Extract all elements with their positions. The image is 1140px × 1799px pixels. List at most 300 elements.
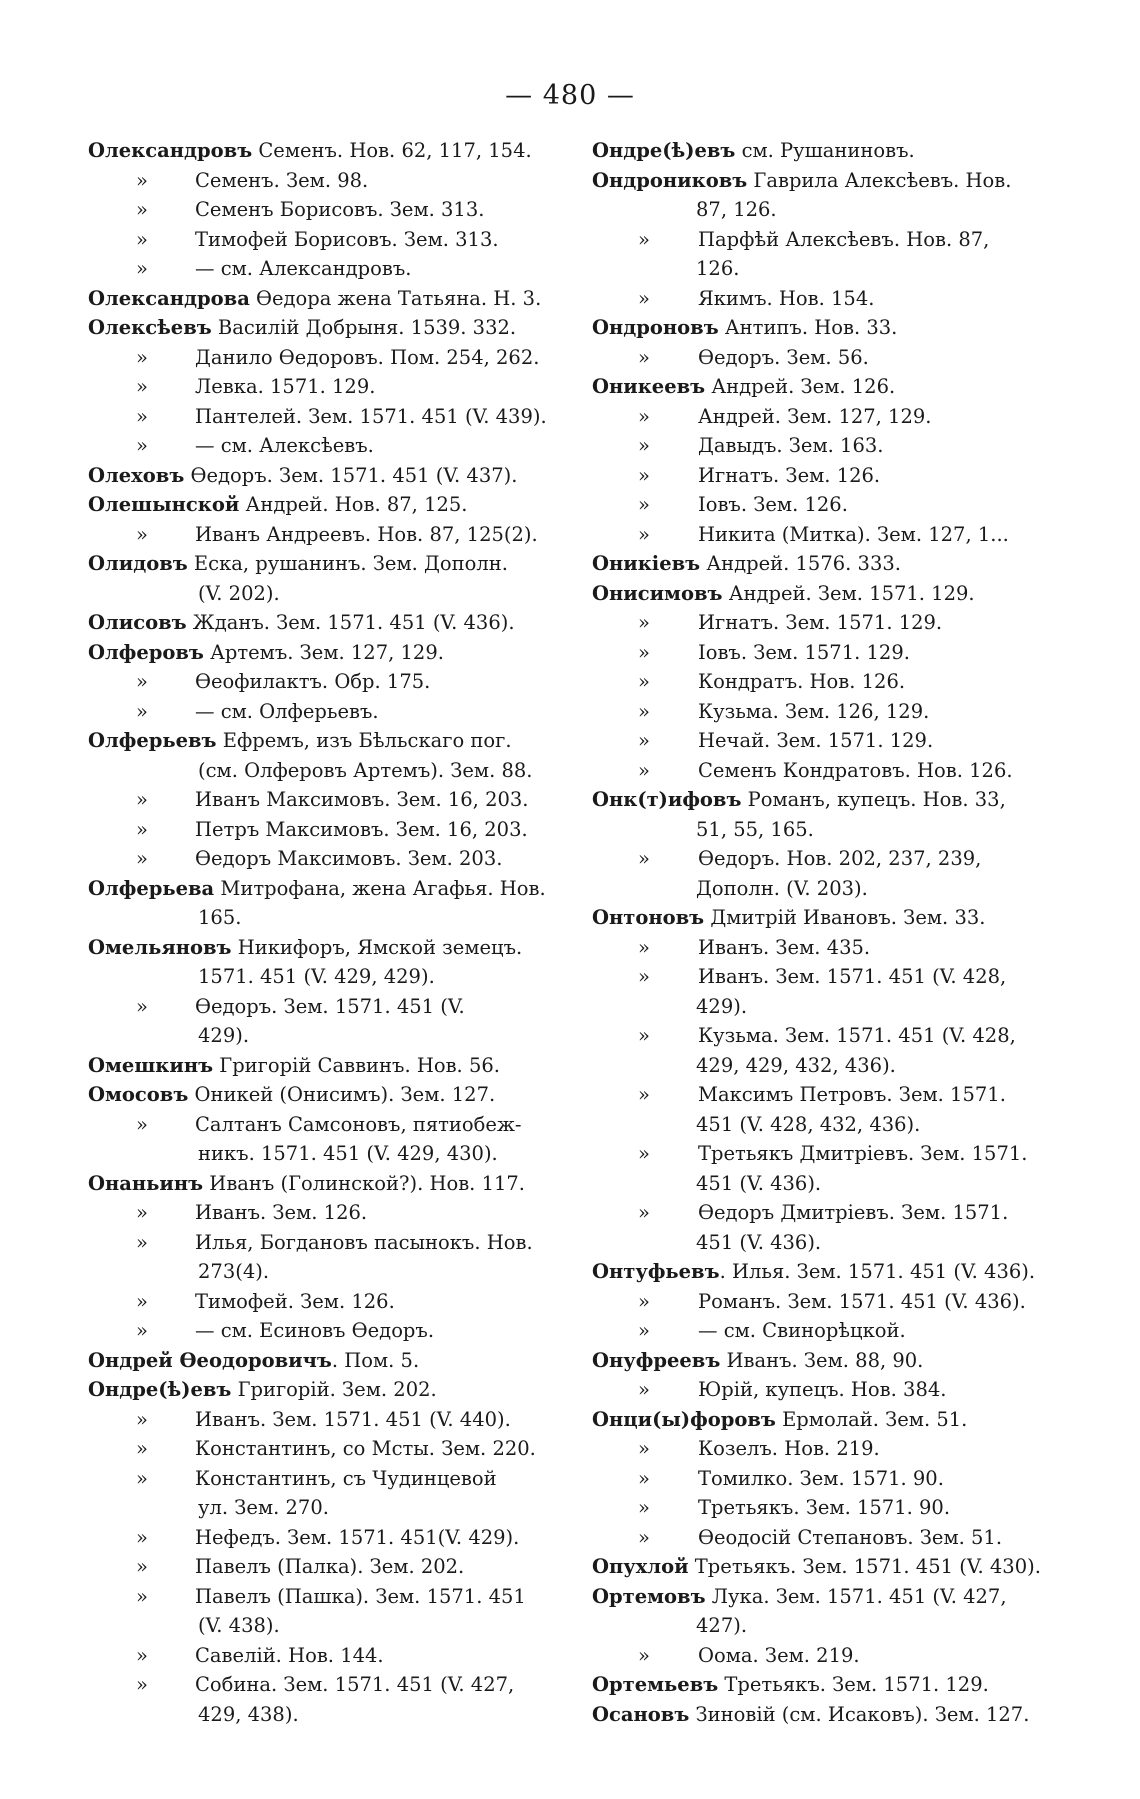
surname: Оникеевъ: [592, 375, 706, 398]
entry-text: Ермолай. Зем. 51.: [775, 1407, 968, 1431]
sub-entry: [88, 1670, 558, 1700]
entry-text: Иванъ. Зем. 126.: [195, 1201, 368, 1224]
ditto-mark: »: [136, 168, 148, 192]
entry-text: ул. Зем. 270.: [198, 1496, 329, 1519]
entry-continuation: [88, 1700, 558, 1730]
surname: Ондроновъ: [592, 316, 719, 339]
sub-entry: [88, 343, 558, 373]
entry-text: Третьякъ. Зем. 1571. 451 (V. 430).: [688, 1555, 1041, 1578]
ditto-mark: »: [136, 670, 148, 693]
entry-heading: [88, 638, 558, 668]
ditto-mark: »: [638, 965, 650, 988]
entry-text: 87, 126.: [696, 198, 777, 221]
ditto-mark: »: [638, 611, 650, 634]
entry-heading: [592, 903, 1062, 933]
ditto-mark: »: [638, 404, 650, 428]
entry-text: — см. Свинорѣцкой.: [698, 1319, 906, 1342]
entry-heading: [592, 579, 1062, 609]
ditto-mark: »: [136, 847, 148, 870]
sub-entry: [88, 1287, 558, 1317]
entry-heading: [88, 1051, 558, 1081]
entry-continuation: [592, 992, 1062, 1022]
ditto-mark: »: [638, 227, 650, 251]
ditto-mark: »: [136, 1525, 148, 1549]
entry-text: 429, 438).: [198, 1702, 299, 1726]
sub-entry: [88, 225, 558, 255]
sub-entry: [592, 520, 1062, 550]
entry-text: — см. Олферьевъ.: [195, 699, 379, 723]
sub-entry: [592, 933, 1062, 963]
sub-entry: [592, 1464, 1062, 1494]
entry-text: (см. Олферовъ Артемъ). Зем. 88.: [198, 758, 533, 782]
sub-entry: [592, 1198, 1062, 1228]
entry-continuation: [88, 962, 558, 992]
ditto-mark: »: [638, 522, 650, 546]
entry-text: Григорій. Зем. 202.: [231, 1378, 437, 1401]
entry-text: Данило Өедоровъ. Пом. 254, 262.: [195, 345, 540, 369]
surname: Опухлой: [592, 1555, 689, 1578]
entry-heading: [88, 1080, 558, 1110]
surname: Онисимовъ: [592, 581, 723, 605]
entry-text: Романъ, купецъ. Нов. 33,: [741, 788, 1006, 811]
entry-heading: [88, 874, 558, 904]
entry-text: Оома. Зем. 219.: [698, 1643, 860, 1667]
entry-continuation: [592, 1110, 1062, 1140]
entry-continuation: [88, 1021, 558, 1051]
left-column: [88, 136, 558, 1729]
entry-text: 451 (V. 436).: [696, 1171, 822, 1195]
entry-text: Илья, Богдановъ пасынокъ. Нов.: [195, 1230, 533, 1254]
entry-text: Өедора жена Татьяна. Н. 3.: [249, 286, 542, 310]
surname: Ондрей Өеодоровичъ: [88, 1348, 332, 1372]
entry-text: Нечай. Зем. 1571. 129.: [698, 729, 934, 752]
ditto-mark: »: [638, 286, 650, 310]
entry-heading: [592, 1405, 1062, 1435]
entry-text: Парфѣй Алексѣевъ. Нов. 87,: [698, 227, 990, 251]
entry-text: Өедоръ. Зем. 1571. 451 (V.: [195, 994, 465, 1018]
ditto-mark: »: [638, 1319, 650, 1342]
entry-text: Өедоръ. Нов. 202, 237, 239,: [698, 847, 982, 870]
entry-text: Еска, рушанинъ. Зем. Дополн.: [187, 552, 508, 575]
ditto-mark: »: [136, 1437, 148, 1460]
ditto-mark: »: [136, 375, 148, 398]
entry-text: Василій Добрыня. 1539. 332.: [211, 316, 517, 339]
entry-text: 429).: [198, 1024, 250, 1047]
ditto-mark: »: [136, 1673, 148, 1696]
entry-text: Собина. Зем. 1571. 451 (V. 427,: [195, 1673, 515, 1696]
entry-text: Никифоръ, Ямской земецъ.: [231, 935, 523, 959]
surname: Ондре(ѣ)евъ: [592, 139, 736, 162]
ditto-mark: »: [136, 699, 148, 723]
page-number: — 480 —: [505, 80, 635, 111]
entry-text: Иванъ. Зем. 1571. 451 (V. 440).: [195, 1407, 511, 1431]
entry-heading: [88, 726, 558, 756]
entry-text: Григорій Саввинъ. Нов. 56.: [213, 1053, 500, 1077]
entry-text: Семенъ. Зем. 98.: [195, 168, 369, 192]
entry-heading: [592, 1552, 1062, 1582]
surname: Онуфреевъ: [592, 1348, 721, 1372]
entry-heading: [88, 284, 558, 314]
sub-entry: [88, 815, 558, 845]
ditto-mark: »: [136, 257, 148, 280]
entry-heading: [88, 1169, 558, 1199]
entry-text: Козелъ. Нов. 219.: [698, 1437, 880, 1460]
entry-heading: [88, 549, 558, 579]
entry-text: — см. Александровъ.: [195, 257, 412, 280]
surname: Ортемовъ: [592, 1584, 706, 1608]
entry-text: Иванъ. Зем. 435.: [698, 935, 871, 959]
sub-entry: [592, 667, 1062, 697]
sub-entry: [88, 195, 558, 225]
entry-text: Кондратъ. Нов. 126.: [698, 670, 906, 693]
entry-text: Тимофей. Зем. 126.: [195, 1289, 395, 1313]
entry-continuation: [88, 579, 558, 609]
entry-text: Левка. 1571. 129.: [195, 375, 376, 398]
entry-text: Игнатъ. Зем. 126.: [698, 463, 881, 487]
entry-text: Константинъ, съ Чудинцевой: [195, 1466, 497, 1490]
entry-text: 273(4).: [198, 1260, 270, 1283]
entry-text: Салтанъ Самсоновъ, пятиобеж-: [195, 1112, 522, 1136]
surname: Ортемьевъ: [592, 1673, 719, 1696]
sub-entry: [592, 431, 1062, 461]
sub-entry: [88, 431, 558, 461]
entry-text: Оникей (Онисимъ). Зем. 127.: [188, 1083, 496, 1106]
ditto-mark: »: [638, 935, 650, 959]
entry-text: . Пом. 5.: [331, 1348, 420, 1372]
sub-entry: [88, 166, 558, 196]
entry-text: Өедоръ Максимовъ. Зем. 203.: [195, 847, 503, 870]
ditto-mark: »: [136, 1319, 148, 1342]
ditto-mark: »: [136, 1584, 148, 1608]
entry-text: Митрофана, жена Агафья. Нов.: [214, 876, 546, 900]
sub-entry: [592, 1523, 1062, 1553]
sub-entry: [88, 992, 558, 1022]
entry-heading: [592, 1346, 1062, 1376]
surname: Олисовъ: [88, 611, 187, 634]
sub-entry: [88, 844, 558, 874]
ditto-mark: »: [136, 1112, 148, 1136]
sub-entry: [592, 1316, 1062, 1346]
entry-heading: [592, 136, 1062, 166]
sub-entry: [88, 1552, 558, 1582]
entry-text: 427).: [696, 1614, 748, 1637]
surname: Оникіевъ: [592, 552, 701, 575]
ditto-mark: »: [638, 493, 650, 516]
sub-entry: [592, 284, 1062, 314]
ditto-mark: »: [136, 994, 148, 1018]
entry-continuation: [592, 1611, 1062, 1641]
ditto-mark: »: [136, 227, 148, 251]
entry-text: Жданъ. Зем. 1571. 451 (V. 436).: [186, 611, 515, 634]
ditto-mark: »: [136, 1201, 148, 1224]
entry-continuation: [88, 903, 558, 933]
entry-heading: [88, 1346, 558, 1376]
entry-continuation: [592, 254, 1062, 284]
ditto-mark: »: [136, 1643, 148, 1667]
sub-entry: [592, 1375, 1062, 1405]
entry-text: Андрей. Нов. 87, 125.: [239, 493, 468, 516]
entry-text: Давыдъ. Зем. 163.: [698, 434, 884, 457]
surname: Онци(ы)форовъ: [592, 1407, 776, 1431]
entry-heading: [592, 1582, 1062, 1612]
entry-text: Павелъ (Пашка). Зем. 1571. 451: [195, 1584, 526, 1608]
sub-entry: [592, 1641, 1062, 1671]
entry-text: Семенъ. Нов. 62, 117, 154.: [252, 139, 532, 162]
entry-heading: [88, 1375, 558, 1405]
entry-heading: [592, 166, 1062, 196]
surname: Олферовъ: [88, 640, 204, 664]
sub-entry: [592, 1493, 1062, 1523]
ditto-mark: »: [136, 434, 148, 457]
entry-text: Петръ Максимовъ. Зем. 16, 203.: [195, 817, 528, 841]
entry-heading: [592, 372, 1062, 402]
ditto-mark: »: [638, 1437, 650, 1460]
entry-continuation: [88, 1493, 558, 1523]
entry-text: Иванъ (Голинской?). Нов. 117.: [203, 1171, 526, 1195]
ditto-mark: »: [638, 670, 650, 693]
sub-entry: [88, 1228, 558, 1258]
ditto-mark: »: [638, 1525, 650, 1549]
sub-entry: [592, 962, 1062, 992]
entry-text: Пантелей. Зем. 1571. 451 (V. 439).: [195, 404, 547, 428]
sub-entry: [88, 1405, 558, 1435]
entry-text: Иванъ Максимовъ. Зем. 16, 203.: [195, 788, 529, 811]
entry-text: Семенъ Кондратовъ. Нов. 126.: [698, 758, 1013, 782]
ditto-mark: »: [136, 788, 148, 811]
sub-entry: [88, 254, 558, 284]
entry-text: 451 (V. 436).: [696, 1230, 822, 1254]
entry-text: Өедоръ Дмитріевъ. Зем. 1571.: [698, 1201, 1009, 1224]
ditto-mark: »: [638, 1201, 650, 1224]
sub-entry: [592, 1287, 1062, 1317]
entry-text: Третьякъ Дмитріевъ. Зем. 1571.: [698, 1142, 1028, 1165]
sub-entry: [592, 225, 1062, 255]
entry-text: 126.: [696, 257, 740, 280]
surname: Олферьева: [88, 876, 215, 900]
entry-text: Андрей. Зем. 127, 129.: [698, 404, 932, 428]
entry-text: Лука. Зем. 1571. 451 (V. 427,: [705, 1584, 1007, 1608]
entry-text: Нефедъ. Зем. 1571. 451(V. 429).: [195, 1525, 520, 1549]
entry-text: — см. Алексѣевъ.: [195, 434, 374, 457]
entry-text: Третьякъ. Зем. 1571. 129.: [718, 1673, 989, 1696]
entry-heading: [592, 1257, 1062, 1287]
entry-continuation: [592, 874, 1062, 904]
entry-text: Дмитрій Ивановъ. Зем. 33.: [704, 906, 986, 929]
entry-continuation: [88, 1139, 558, 1169]
entry-heading: [592, 785, 1062, 815]
sub-entry: [88, 1110, 558, 1140]
entry-heading: [88, 461, 558, 491]
surname: Олександрова: [88, 286, 250, 310]
entry-text: Тимофей Борисовъ. Зем. 313.: [195, 227, 499, 251]
entry-text: Томилко. Зем. 1571. 90.: [698, 1466, 944, 1490]
surname: Онтоновъ: [592, 906, 705, 929]
entry-text: Андрей. Зем. 1571. 129.: [722, 581, 975, 605]
surname: Онк(т)ифовъ: [592, 788, 742, 811]
sub-entry: [592, 638, 1062, 668]
ditto-mark: »: [638, 345, 650, 369]
entry-continuation: [88, 756, 558, 786]
entry-text: Кузьма. Зем. 1571. 451 (V. 428,: [698, 1024, 1016, 1047]
sub-entry: [592, 343, 1062, 373]
entry-heading: [88, 933, 558, 963]
entry-text: Максимъ Петровъ. Зем. 1571.: [698, 1083, 1006, 1106]
entry-heading: [592, 313, 1062, 343]
ditto-mark: »: [638, 1378, 650, 1401]
entry-text: — см. Есиновъ Өедоръ.: [195, 1319, 435, 1342]
ditto-mark: »: [638, 463, 650, 487]
surname: Олексѣевъ: [88, 316, 212, 339]
sub-entry: [88, 785, 558, 815]
ditto-mark: »: [638, 1496, 650, 1519]
sub-entry: [88, 520, 558, 550]
entry-text: Өеодосій Степановъ. Зем. 51.: [698, 1525, 1003, 1549]
sub-entry: [592, 1080, 1062, 1110]
surname: Ондрониковъ: [592, 168, 748, 192]
surname: Олеховъ: [88, 463, 185, 487]
surname: Омельяновъ: [88, 935, 232, 959]
entry-text: Юрій, купецъ. Нов. 384.: [698, 1378, 947, 1401]
sub-entry: [88, 1316, 558, 1346]
entry-continuation: [592, 1169, 1062, 1199]
sub-entry: [592, 756, 1062, 786]
entry-text: Андрей. Зем. 126.: [705, 375, 896, 398]
entry-text: Савелій. Нов. 144.: [195, 1643, 384, 1667]
entry-text: Андрей. 1576. 333.: [700, 552, 901, 575]
sub-entry: [88, 667, 558, 697]
entry-continuation: [592, 815, 1062, 845]
sub-entry: [592, 1434, 1062, 1464]
right-column: [592, 136, 1062, 1729]
ditto-mark: »: [638, 640, 650, 664]
entry-text: 51, 55, 165.: [696, 817, 814, 841]
ditto-mark: »: [136, 198, 148, 221]
ditto-mark: »: [136, 1466, 148, 1490]
sub-entry: [592, 697, 1062, 727]
ditto-mark: »: [136, 1230, 148, 1254]
entry-text: никъ. 1571. 451 (V. 429, 430).: [198, 1142, 498, 1165]
sub-entry: [88, 402, 558, 432]
ditto-mark: »: [638, 1142, 650, 1165]
entry-text: . Илья. Зем. 1571. 451 (V. 436).: [719, 1260, 1036, 1283]
ditto-mark: »: [638, 1083, 650, 1106]
entry-heading: [592, 1700, 1062, 1730]
ditto-mark: »: [136, 1289, 148, 1313]
entry-text: Зиновій (см. Исаковъ). Зем. 127.: [689, 1702, 1030, 1726]
surname: Омосовъ: [88, 1083, 189, 1106]
surname: Олидовъ: [88, 552, 188, 575]
ditto-mark: »: [638, 1024, 650, 1047]
entry-continuation: [592, 1051, 1062, 1081]
ditto-mark: »: [136, 817, 148, 841]
surname: Осановъ: [592, 1702, 690, 1726]
entry-text: 165.: [198, 906, 242, 929]
entry-continuation: [592, 195, 1062, 225]
entry-continuation: [592, 1228, 1062, 1258]
sub-entry: [592, 461, 1062, 491]
sub-entry: [88, 1464, 558, 1494]
sub-entry: [592, 1139, 1062, 1169]
entry-heading: [592, 1670, 1062, 1700]
entry-text: Антипъ. Нов. 33.: [718, 316, 898, 339]
entry-text: Константинъ, со Мсты. Зем. 220.: [195, 1437, 536, 1460]
sub-entry: [88, 1198, 558, 1228]
entry-heading: [592, 549, 1062, 579]
entry-text: Иванъ. Зем. 1571. 451 (V. 428,: [698, 965, 1007, 988]
entry-heading: [88, 490, 558, 520]
surname: Онтуфьевъ: [592, 1260, 720, 1283]
entry-text: Өедоръ. Зем. 56.: [698, 345, 869, 369]
entry-text: Романъ. Зем. 1571. 451 (V. 436).: [698, 1289, 1026, 1313]
entry-text: Өеофилактъ. Обр. 175.: [195, 670, 431, 693]
surname: Олферьевъ: [88, 729, 217, 752]
sub-entry: [592, 1021, 1062, 1051]
surname: Олешынской: [88, 493, 240, 516]
entry-heading: [88, 313, 558, 343]
ditto-mark: »: [136, 404, 148, 428]
entry-text: Якимъ. Нов. 154.: [698, 286, 875, 310]
ditto-mark: »: [638, 699, 650, 723]
entry-text: Павелъ (Палка). Зем. 202.: [195, 1555, 465, 1578]
entry-text: Иванъ. Зем. 88, 90.: [720, 1348, 924, 1372]
entry-text: 429, 429, 432, 436).: [696, 1053, 896, 1077]
entry-text: Семенъ Борисовъ. Зем. 313.: [195, 198, 485, 221]
entry-text: см. Рушаниновъ.: [735, 139, 915, 162]
surname: Омешкинъ: [88, 1053, 214, 1077]
entry-heading: [88, 136, 558, 166]
entry-text: Іовъ. Зем. 1571. 129.: [698, 640, 910, 664]
ditto-mark: »: [638, 434, 650, 457]
entry-text: 1571. 451 (V. 429, 429).: [198, 965, 435, 988]
entry-text: Гаврила Алексѣевъ. Нов.: [747, 168, 1012, 192]
entry-text: Дополн. (V. 203).: [696, 876, 868, 900]
ditto-mark: »: [638, 1466, 650, 1490]
entry-continuation: [88, 1611, 558, 1641]
ditto-mark: »: [638, 758, 650, 782]
surname: Ондре(ѣ)евъ: [88, 1378, 232, 1401]
ditto-mark: »: [136, 522, 148, 546]
entry-text: Кузьма. Зем. 126, 129.: [698, 699, 930, 723]
entry-text: Ефремъ, изъ Бѣльскаго пог.: [216, 729, 512, 752]
entry-text: 451 (V. 428, 432, 436).: [696, 1112, 921, 1136]
ditto-mark: »: [136, 1555, 148, 1578]
entry-text: Өедоръ. Зем. 1571. 451 (V. 437).: [184, 463, 518, 487]
sub-entry: [88, 1641, 558, 1671]
entry-text: Артемъ. Зем. 127, 129.: [203, 640, 444, 664]
surname: Олександровъ: [88, 139, 253, 162]
surname: Онаньинъ: [88, 1171, 204, 1195]
entry-text: (V. 202).: [198, 581, 280, 605]
sub-entry: [88, 697, 558, 727]
sub-entry: [592, 490, 1062, 520]
entry-text: 429).: [696, 994, 748, 1018]
entry-text: (V. 438).: [198, 1614, 280, 1637]
entry-text: Игнатъ. Зем. 1571. 129.: [698, 611, 943, 634]
entry-continuation: [88, 1257, 558, 1287]
ditto-mark: »: [638, 1643, 650, 1667]
ditto-mark: »: [638, 1289, 650, 1313]
sub-entry: [88, 372, 558, 402]
ditto-mark: »: [136, 345, 148, 369]
sub-entry: [592, 608, 1062, 638]
entry-heading: [88, 608, 558, 638]
ditto-mark: »: [638, 847, 650, 870]
sub-entry: [88, 1434, 558, 1464]
sub-entry: [88, 1523, 558, 1553]
ditto-mark: »: [136, 1407, 148, 1431]
entry-text: Никита (Митка). Зем. 127, 1...: [698, 522, 1009, 546]
entry-text: Третьякъ. Зем. 1571. 90.: [698, 1496, 951, 1519]
